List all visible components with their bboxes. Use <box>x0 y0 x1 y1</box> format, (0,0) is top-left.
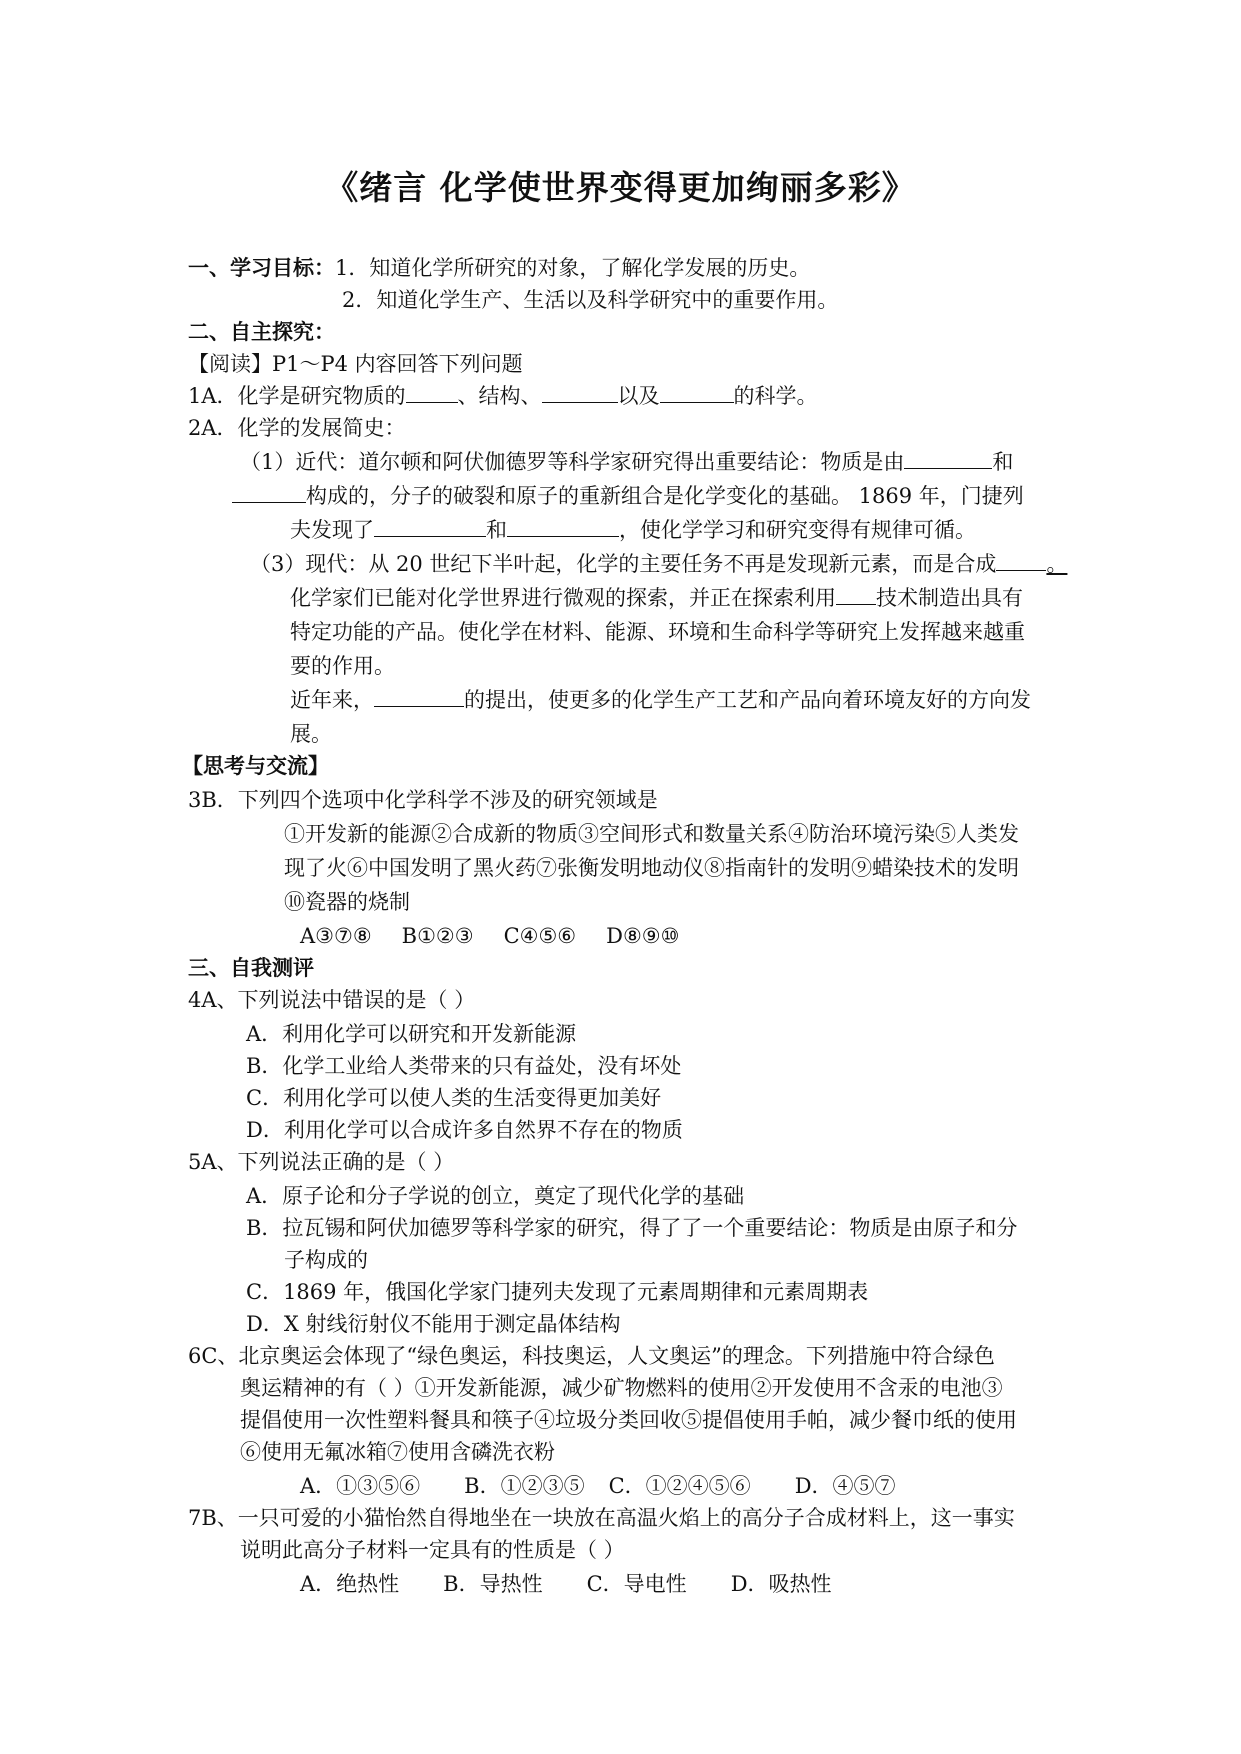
q1-blank-1[interactable] <box>406 382 458 403</box>
q3-option-a[interactable]: A③⑦⑧ <box>300 924 372 948</box>
think-exchange-heading: 【思考与交流】 <box>182 753 329 778</box>
q6-option-d[interactable]: D．④⑤⑦ <box>794 1474 896 1498</box>
q1-text-d: 的科学。 <box>733 384 818 408</box>
q6-options <box>300 1472 926 1500</box>
m3-blank-1[interactable] <box>374 516 486 537</box>
n5-text-b: 的提出，使更多的化学生产工艺和产品向着环境友好的方向发 <box>464 688 1031 712</box>
section-2-heading: 二、自主探究： <box>188 319 335 344</box>
q7-options <box>300 1570 862 1598</box>
m3-text-a: 夫发现了 <box>290 518 374 542</box>
modern-era-line-3 <box>290 516 976 544</box>
n5-blank-1[interactable] <box>374 686 464 707</box>
contemporary-line-5 <box>290 686 1031 714</box>
q3-option-c[interactable]: C④⑤⑥ <box>503 924 577 948</box>
section-1-heading: 一、学习目标： <box>188 255 335 280</box>
m2-blank-1[interactable] <box>232 482 306 503</box>
m3-blank-2[interactable] <box>507 516 619 537</box>
m1-blank-1[interactable] <box>904 448 992 469</box>
q4-option-c[interactable]: C．利用化学可以使人类的生活变得更加美好 <box>246 1086 662 1110</box>
q7-option-c[interactable]: C．导电性 <box>586 1572 687 1596</box>
m1-text-b: 和 <box>992 450 1014 474</box>
q4-option-d[interactable]: D．利用化学可以合成许多自然界不存在的物质 <box>246 1118 683 1142</box>
question-2: 2A．化学的发展简史： <box>188 416 406 440</box>
question-6-line-3: 提倡使用一次性塑料餐具和筷子④垃圾分类回收⑤提倡使用手帕，减少餐巾纸的使用 <box>240 1408 1017 1432</box>
q3-option-d[interactable]: D⑧⑨⑩ <box>606 924 680 948</box>
q1-text-b: 、结构、 <box>457 384 542 408</box>
n1-text-a: （3）现代：从 20 世纪下半叶起，化学的主要任务不再是发现新元素，而是合成 <box>250 552 997 576</box>
q5-option-a[interactable]: A．原子论和分子学说的创立，奠定了现代化学的基础 <box>246 1184 745 1208</box>
q5-option-b[interactable]: B．拉瓦锡和阿伏加德罗等科学家的研究，得了了一个重要结论：物质是由原子和分 <box>246 1216 1018 1240</box>
modern-era-line-2 <box>232 482 1024 510</box>
question-5: 5A、下列说法正确的是（ ） <box>188 1150 455 1174</box>
question-7-line-1: 7B、一只可爱的小猫怡然自得地坐在一块放在高温火焰上的高分子合成材料上，这一事实 <box>188 1506 1015 1530</box>
goal-1: 1．知道化学所研究的对象，了解化学发展的历史。 <box>335 256 811 280</box>
q3-items-line-1: ①开发新的能源②合成新的物质③空间形式和数量关系④防治环境污染⑤人类发 <box>284 822 1019 846</box>
q7-option-b[interactable]: B．导热性 <box>443 1572 543 1596</box>
question-4: 4A、下列说法中错误的是（ ） <box>188 988 476 1012</box>
contemporary-line-2 <box>290 584 1023 612</box>
q1-blank-3[interactable] <box>660 382 734 403</box>
n1-text-b: 。 <box>1046 552 1068 576</box>
n5-text-a: 近年来， <box>290 688 374 712</box>
q1-text-c: 以及 <box>617 384 660 408</box>
page-title: 《绪言 化学使世界变得更加绚丽多彩》 <box>325 168 916 207</box>
q5-option-d[interactable]: D．X 射线衍射仪不能用于测定晶体结构 <box>246 1312 621 1336</box>
q4-option-a[interactable]: A．利用化学可以研究和开发新能源 <box>246 1022 577 1046</box>
q1-blank-2[interactable] <box>542 382 618 403</box>
m3-text-b: 和 <box>486 518 507 542</box>
q5-option-b-cont: 子构成的 <box>284 1248 368 1272</box>
goal-2: 2．知道化学生产、生活以及科学研究中的重要作用。 <box>342 288 839 312</box>
goals-line-1 <box>188 254 810 282</box>
q3-options <box>300 922 709 950</box>
contemporary-line-1 <box>250 550 1067 578</box>
reading-prompt: 【阅读】P1～P4 内容回答下列问题 <box>188 352 523 376</box>
q6-option-c[interactable]: C．①②④⑤⑥ <box>608 1474 751 1498</box>
section-3-heading: 三、自我测评 <box>188 955 314 980</box>
m3-text-c: ，使化学学习和研究变得有规律可循。 <box>619 518 976 542</box>
contemporary-line-4: 要的作用。 <box>290 654 395 678</box>
q4-option-b[interactable]: B．化学工业给人类带来的只有益处，没有坏处 <box>246 1054 682 1078</box>
question-6-line-2: 奥运精神的有（ ）①开发新能源，减少矿物燃料的使用②开发使用不含汞的电池③ <box>240 1376 1003 1400</box>
n1-blank-1[interactable] <box>996 550 1046 571</box>
q7-option-d[interactable]: D．吸热性 <box>730 1572 832 1596</box>
question-7-line-2: 说明此高分子材料一定具有的性质是（ ） <box>240 1538 625 1562</box>
q3-items-line-2: 现了火⑥中国发明了黑火药⑦张衡发明地动仪⑧指南针的发明⑨蜡染技术的发明 <box>284 856 1019 880</box>
q5-option-c[interactable]: C．1869 年，俄国化学家门捷列夫发现了元素周期律和元素周期表 <box>246 1280 869 1304</box>
q3-items-line-3: ⑩瓷器的烧制 <box>284 890 410 914</box>
modern-era-line-1 <box>240 448 1013 476</box>
question-3: 3B．下列四个选项中化学科学不涉及的研究领域是 <box>188 788 658 812</box>
contemporary-line-3: 特定功能的产品。使化学在材料、能源、环境和生命科学等研究上发挥越来越重 <box>290 620 1025 644</box>
q3-option-b[interactable]: B①②③ <box>401 924 474 948</box>
m2-text-a: 构成的，分子的破裂和原子的重新组合是化学变化的基础。 1869 年，门捷列 <box>306 484 1024 508</box>
n2-text-b: 技术制造出具有 <box>876 586 1023 610</box>
question-6-line-1: 6C、北京奥运会体现了“绿色奥运，科技奥运，人文奥运”的理念。下列措施中符合绿色 <box>188 1344 995 1368</box>
question-1 <box>188 382 818 410</box>
q6-option-a[interactable]: A．①③⑤⑥ <box>300 1474 421 1498</box>
m1-text-a: （1）近代：道尔顿和阿伏伽德罗等科学家研究得出重要结论：物质是由 <box>240 450 905 474</box>
n2-text-a: 化学家们已能对化学世界进行微观的探索，并正在探索利用 <box>290 586 836 610</box>
q6-option-b[interactable]: B．①②③⑤ <box>464 1474 585 1498</box>
contemporary-line-6: 展。 <box>290 722 332 746</box>
question-6-line-4: ⑥使用无氟冰箱⑦使用含磷洗衣粉 <box>240 1440 555 1464</box>
n2-blank-1[interactable] <box>836 584 876 605</box>
q7-option-a[interactable]: A．绝热性 <box>300 1572 400 1596</box>
q1-text-a: 1A．化学是研究物质的 <box>188 384 406 408</box>
